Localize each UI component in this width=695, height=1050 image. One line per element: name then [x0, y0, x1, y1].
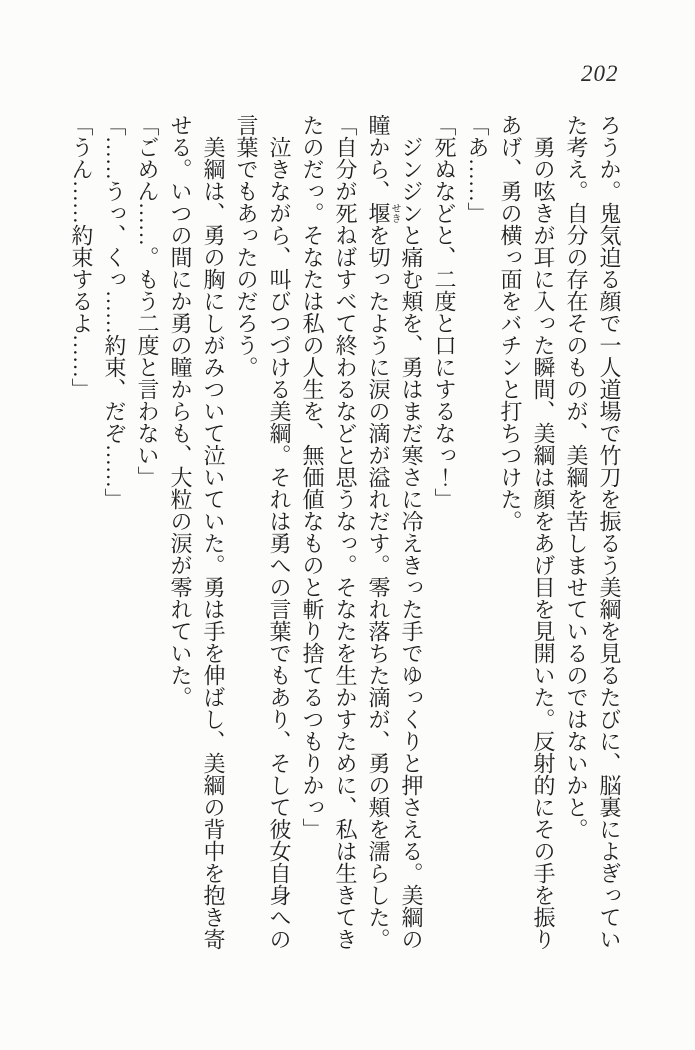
furigana: せき — [389, 202, 400, 224]
ruby-annotated-word: 堰せき — [366, 202, 400, 224]
paragraph: 美綱は、勇の胸にしがみついて泣いていた。勇は手を伸ばし、美綱の背中を抱き寄せる。いつの間にか勇の瞳からも、大粒の涙が零れていた。 — [168, 114, 226, 950]
paragraph: 「うん……約束するよ……」 — [69, 114, 94, 400]
paragraph: 「死ぬなどと、二度と口にするなっ！」 — [432, 114, 457, 510]
paragraph: 勇の呟きが耳に入った瞬間、美綱は顔をあげ目を見開いた。反射的にその手を振りあげ、勇の横っ面をバチンと打ちつけた。 — [498, 114, 556, 950]
paragraph: ジンジンと痛む頬を、勇はまだ寒さに冷えきった手でゆっくりと押さえる。美綱の瞳から、堰せきを切ったように涙の滴が溢れだす。零れ落ちた滴が、勇の頬を濡らした。 — [366, 114, 424, 950]
paragraph: 「自分が死ねばすべて終わるなどと思うなっ。そなたを生かすために、私は生きてきたのだっ。そなたは私の人生を、無価値なものと斬り捨てるつもりかっ」 — [300, 114, 358, 950]
paragraph: 「……うっ、くっ……約束、だぞ……」 — [102, 114, 127, 510]
text-block — [65, 114, 626, 952]
page-number: 202 — [581, 61, 619, 86]
paragraph: ろうか。鬼気迫る顔で一人道場で竹刀を振るう美綱を見るたびに、脳裏によぎっていた考え。自分の存在そのものが、美綱を苦しませているのではないかと。 — [564, 114, 622, 950]
paragraph: 泣きながら、叫びつづける美綱。それは勇への言葉でもあり、そして彼女自身への言葉でもあったのだろう。 — [234, 114, 292, 950]
paragraph: 「あ……」 — [465, 114, 490, 224]
paragraph: 「ごめん……。もう二度と言わない」 — [135, 114, 160, 488]
